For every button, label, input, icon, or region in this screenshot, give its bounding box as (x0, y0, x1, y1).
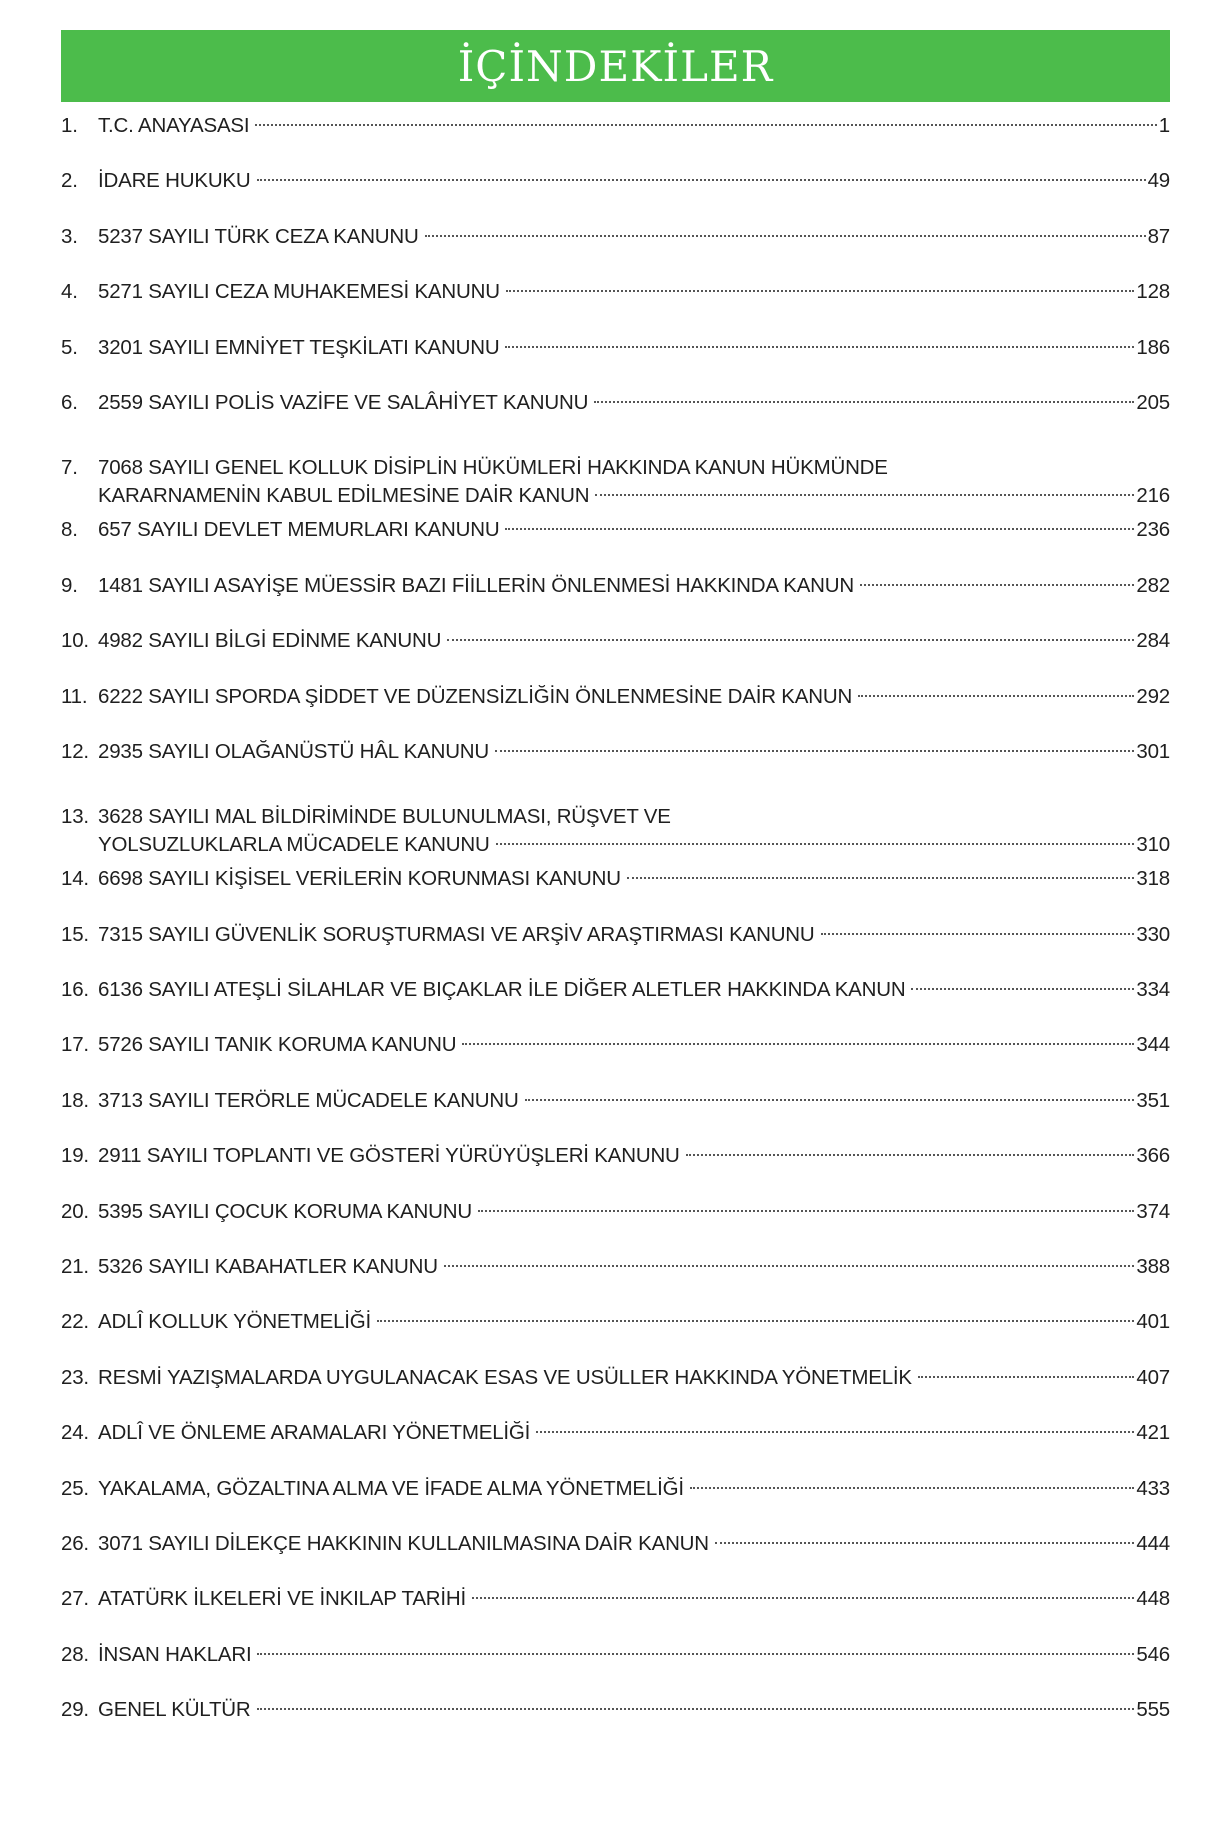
toc-entry-number: 27. (61, 1587, 89, 1611)
toc-entry-title: ADLÎ KOLLUK YÖNETMELİĞİ (98, 1310, 372, 1334)
toc-entry[interactable] (61, 1585, 1170, 1640)
toc-entry-title: 7315 SAYILI GÜVENLİK SORUŞTURMASI VE ARŞİV ARAŞTIRMASI KANUNU (98, 922, 815, 946)
dot-leader (257, 1708, 1135, 1710)
toc-entry-number: 24. (61, 1421, 89, 1445)
toc-entry-page: 292 (1136, 684, 1170, 708)
toc-entry-number: 22. (61, 1310, 89, 1334)
dot-leader (918, 1376, 1135, 1378)
toc-entry-page: 216 (1136, 484, 1170, 508)
toc-entry[interactable] (61, 1198, 1170, 1253)
toc-entry-number: 2. (61, 169, 78, 193)
toc-entry[interactable] (61, 627, 1170, 682)
toc-entry-title: 6222 SAYILI SPORDA ŞİDDET VE DÜZENSİZLİĞİN ÖNLENMESİNE DAİR KANUN (98, 684, 853, 708)
toc-entry[interactable] (61, 112, 1170, 167)
toc-entry-title: YAKALAMA, GÖZALTINA ALMA VE İFADE ALMA YÖNETMELİĞİ (98, 1476, 684, 1500)
toc-entry-title: 2935 SAYILI OLAĞANÜSTÜ HÂL KANUNU (98, 739, 490, 763)
toc-entry[interactable] (61, 1087, 1170, 1142)
dot-leader (425, 235, 1146, 237)
toc-entry[interactable] (61, 793, 1170, 865)
toc-entry-number: 19. (61, 1144, 89, 1168)
dot-leader (686, 1154, 1135, 1156)
dot-leader (495, 750, 1134, 752)
toc-entry-title: ADLÎ VE ÖNLEME ARAMALARI YÖNETMELİĞİ (98, 1421, 531, 1445)
toc-entry-page: 444 (1136, 1531, 1170, 1555)
dot-leader (627, 877, 1135, 879)
toc-entry-page: 421 (1136, 1421, 1170, 1445)
toc-entry-page: 448 (1136, 1587, 1170, 1611)
toc-entry-page: 236 (1136, 518, 1170, 542)
toc-entry-title: 3071 SAYILI DİLEKÇE HAKKININ KULLANILMASINA DAİR KANUN (98, 1531, 709, 1555)
toc-entry[interactable] (61, 167, 1170, 222)
dot-leader (257, 1653, 1134, 1655)
toc-entry[interactable] (61, 738, 1170, 793)
toc-entry-title: GENEL KÜLTÜR (98, 1698, 251, 1722)
dot-leader (472, 1597, 1134, 1599)
toc-entry-title: 5726 SAYILI TANIK KORUMA KANUNU (98, 1033, 457, 1057)
toc-entry-number: 23. (61, 1365, 89, 1389)
dot-leader (478, 1210, 1134, 1212)
toc-entry-number: 13. (61, 805, 89, 829)
dot-leader (377, 1320, 1134, 1322)
toc-entry-page: 282 (1136, 573, 1170, 597)
toc-entry-title: 657 SAYILI DEVLET MEMURLARI KANUNU (98, 518, 500, 542)
toc-entry[interactable] (61, 389, 1170, 444)
toc-entry-number: 17. (61, 1033, 89, 1057)
toc-entry-number: 12. (61, 739, 89, 763)
dot-leader (821, 933, 1135, 935)
toc-entry-title: 5326 SAYILI KABAHATLER KANUNU (98, 1255, 438, 1279)
toc-entry[interactable] (61, 1530, 1170, 1585)
toc-entry-title: 3713 SAYILI TERÖRLE MÜCADELE KANUNU (98, 1088, 519, 1112)
dot-leader (506, 290, 1135, 292)
toc-entry-number: 18. (61, 1088, 89, 1112)
toc-entry-page: 388 (1136, 1255, 1170, 1279)
dot-leader (462, 1043, 1134, 1045)
toc-entry-title: 5237 SAYILI TÜRK CEZA KANUNU (98, 224, 419, 248)
toc-entry-title: KARARNAMENİN KABUL EDİLMESİNE DAİR KANUN (98, 484, 590, 508)
dot-leader (255, 124, 1156, 126)
toc-entry-number: 7. (61, 456, 78, 480)
toc-entry-number: 9. (61, 573, 78, 597)
toc-entry-title: 6136 SAYILI ATEŞLİ SİLAHLAR VE BIÇAKLAR İLE DİĞER ALETLER HAKKINDA KANUN (98, 978, 906, 1002)
toc-entry-title: 4982 SAYILI BİLGİ EDİNME KANUNU (98, 629, 442, 653)
toc-entry-page: 330 (1136, 922, 1170, 946)
toc-entry-page: 374 (1136, 1199, 1170, 1223)
dot-leader (690, 1487, 1135, 1489)
toc-entry[interactable] (61, 1142, 1170, 1197)
dot-leader (860, 584, 1134, 586)
dot-leader (525, 1099, 1135, 1101)
toc-entry-page: 128 (1136, 280, 1170, 304)
toc-entry[interactable] (61, 976, 1170, 1031)
dot-leader (444, 1265, 1135, 1267)
toc-entry-title-line1: 3628 SAYILI MAL BİLDİRİMİNDE BULUNULMASI, RÜŞVET VE (98, 805, 671, 829)
toc-entry-page: 310 (1136, 833, 1170, 857)
toc-entry-title: 2559 SAYILI POLİS VAZİFE VE SALÂHİYET KANUNU (98, 390, 589, 414)
toc-entry-number: 21. (61, 1255, 89, 1279)
toc-entry-number: 8. (61, 518, 78, 542)
toc-entry-page: 433 (1136, 1476, 1170, 1500)
toc-entry[interactable] (61, 1475, 1170, 1530)
toc-entry-title: İNSAN HAKLARI (98, 1642, 252, 1666)
toc-entry-title: 2911 SAYILI TOPLANTI VE GÖSTERİ YÜRÜYÜŞLERİ KANUNU (98, 1144, 680, 1168)
toc-entry-number: 15. (61, 922, 89, 946)
toc-entry-title: 3201 SAYILI EMNİYET TEŞKİLATI KANUNU (98, 335, 500, 359)
toc-entry[interactable] (61, 516, 1170, 571)
toc-entry-page: 1 (1158, 114, 1170, 137)
toc-entry[interactable] (61, 1308, 1170, 1363)
toc-entry-page: 318 (1136, 867, 1170, 891)
toc-entry[interactable] (61, 1419, 1170, 1474)
toc-entry-title: 6698 SAYILI KİŞİSEL VERİLERİN KORUNMASI KANUNU (98, 867, 621, 891)
toc-entry-number: 4. (61, 280, 78, 304)
toc-entry-number: 26. (61, 1531, 89, 1555)
toc-entry-page: 49 (1147, 169, 1170, 193)
toc-entry-page: 351 (1136, 1088, 1170, 1112)
toc-entry-number: 29. (61, 1698, 89, 1722)
toc-entry-number: 14. (61, 867, 89, 891)
toc-entry-page: 87 (1147, 224, 1170, 248)
dot-leader (257, 179, 1146, 181)
toc-entry[interactable] (61, 334, 1170, 389)
dot-leader (505, 346, 1134, 348)
toc-entry-number: 11. (61, 684, 88, 708)
dot-leader (595, 494, 1134, 496)
toc-entry-page: 284 (1136, 629, 1170, 653)
toc-entry-page: 344 (1136, 1033, 1170, 1057)
page-title: İÇİNDEKİLER (457, 41, 774, 91)
toc-entry-number: 6. (61, 390, 78, 414)
toc-entry-title: T.C. ANAYASASI (98, 114, 250, 137)
toc-entry[interactable] (61, 921, 1170, 976)
toc-entry-title-line1: 7068 SAYILI GENEL KOLLUK DİSİPLİN HÜKÜMLERİ HAKKINDA KANUN HÜKMÜNDE (98, 456, 888, 480)
dot-leader (536, 1431, 1134, 1433)
toc-entry-number: 5. (61, 335, 78, 359)
toc-entry[interactable] (61, 572, 1170, 627)
toc-entry[interactable] (61, 1364, 1170, 1419)
toc-entry-title: RESMİ YAZIŞMALARDA UYGULANACAK ESAS VE USÜLLER HAKKINDA YÖNETMELİK (98, 1365, 912, 1389)
toc-entry-title: 1481 SAYILI ASAYİŞE MÜESSİR BAZI FİİLLERİN ÖNLENMESİ HAKKINDA KANUN (98, 573, 854, 597)
toc-entry-number: 16. (61, 978, 89, 1002)
toc-entry[interactable] (61, 223, 1170, 278)
toc-entry-page: 334 (1136, 978, 1170, 1002)
toc-entry-title: 5395 SAYILI ÇOCUK KORUMA KANUNU (98, 1199, 472, 1223)
toc-entry-title: 5271 SAYILI CEZA MUHAKEMESİ KANUNU (98, 280, 500, 304)
toc-entry-page: 555 (1136, 1698, 1170, 1722)
toc-entry-page: 301 (1136, 739, 1170, 763)
toc-entry-page: 401 (1136, 1310, 1170, 1334)
table-of-contents (61, 112, 1170, 1752)
toc-entry-title: İDARE HUKUKU (98, 169, 251, 193)
toc-entry[interactable] (61, 444, 1170, 516)
toc-entry[interactable] (61, 1696, 1170, 1751)
dot-leader (505, 528, 1134, 530)
toc-entry-number: 3. (61, 224, 78, 248)
toc-entry-title: YOLSUZLUKLARLA MÜCADELE KANUNU (98, 833, 490, 857)
toc-entry-number: 25. (61, 1476, 89, 1500)
toc-header-bar (61, 30, 1170, 102)
toc-entry-number: 20. (61, 1199, 89, 1223)
toc-entry-page: 366 (1136, 1144, 1170, 1168)
dot-leader (594, 401, 1134, 403)
dot-leader (858, 695, 1134, 697)
toc-entry[interactable] (61, 683, 1170, 738)
toc-entry-number: 28. (61, 1642, 89, 1666)
toc-entry-page: 407 (1136, 1365, 1170, 1389)
toc-entry[interactable] (61, 1641, 1170, 1696)
toc-entry-page: 546 (1136, 1642, 1170, 1666)
toc-entry[interactable] (61, 1031, 1170, 1086)
toc-entry-page: 205 (1136, 390, 1170, 414)
toc-entry-title: ATATÜRK İLKELERİ VE İNKILAP TARİHİ (98, 1587, 467, 1611)
toc-entry[interactable] (61, 278, 1170, 333)
toc-entry[interactable] (61, 865, 1170, 920)
toc-entry[interactable] (61, 1253, 1170, 1308)
toc-entry-number: 1. (61, 114, 78, 137)
dot-leader (911, 988, 1134, 990)
dot-leader (447, 639, 1134, 641)
toc-entry-page: 186 (1136, 335, 1170, 359)
toc-entry-number: 10. (61, 629, 89, 653)
dot-leader (715, 1542, 1135, 1544)
dot-leader (496, 843, 1135, 845)
